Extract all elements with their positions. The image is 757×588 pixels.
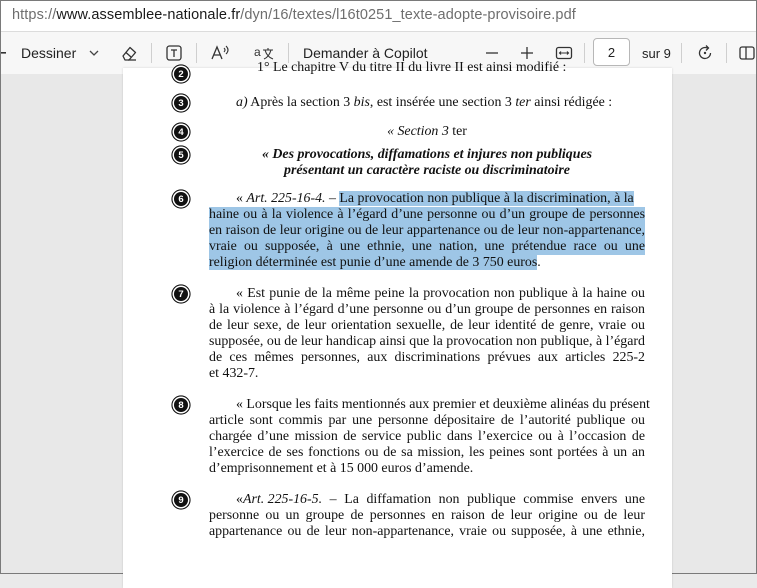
draw-button[interactable] — [21, 32, 76, 74]
highlighted-text[interactable]: La provocation non publique à la discrimination, à la — [339, 191, 634, 206]
paragraph-marker: 3 — [174, 96, 188, 110]
paragraph-9-line — [209, 508, 645, 524]
ask-copilot-label: Demander à Copilot — [303, 45, 428, 61]
svg-text:a: a — [254, 45, 261, 59]
quote-mark: « — [236, 492, 243, 507]
paragraph-marker: 6 — [174, 192, 188, 206]
draw-label: Dessiner — [21, 45, 77, 61]
paragraph-8-line — [209, 413, 645, 429]
section-title — [209, 124, 645, 140]
paragraph-text: de ces mêmes personnes, aux discriminations prévues aux articles 225-2 — [209, 350, 645, 365]
quote-mark: « — [236, 191, 247, 206]
article-1-line — [209, 207, 645, 223]
paragraph-marker: 5 — [174, 148, 188, 162]
toolbar-divider — [584, 43, 585, 63]
paragraph-9-line — [236, 492, 645, 508]
paragraph-marker: 4 — [174, 125, 188, 139]
paragraph-text: l’exercice de ses fonctions ou de sa mission, les peines sont portées à un an — [209, 445, 645, 460]
paragraph-marker: 8 — [174, 398, 188, 412]
paragraph-8-line — [236, 397, 650, 413]
paragraph-7-line — [236, 286, 645, 302]
section-title-italic: « Section 3 — [387, 124, 449, 139]
draw-dropdown-chevron-icon[interactable] — [88, 32, 100, 74]
paragraph-text: article sont commis par une personne dépositaire de l’autorité publique ou — [209, 413, 645, 428]
pdf-viewer[interactable] — [1, 60, 756, 573]
toolbar-divider — [151, 43, 152, 63]
highlighted-text[interactable]: religion déterminée est punie d’une amende de 3 750 euros — [209, 255, 538, 270]
paragraph-text: appartenance ou de leur non-appartenance, vraie ou supposée, à une ethnie, — [209, 524, 645, 539]
article-1-line — [236, 191, 634, 207]
toolbar-divider — [196, 43, 197, 63]
section-heading-line1: « Des provocations, diffamations et injures non publiques — [261, 147, 593, 162]
partial-menu-icon[interactable] — [1, 32, 9, 74]
paragraph-text: supposée, ou de leur handicap ainsi que la provocation non publique, à l’égard — [209, 334, 645, 349]
page-number-input[interactable]: 2 — [593, 38, 630, 66]
paragraph-8-line: d’emprisonnement et à 15 000 euros d’amende. — [209, 461, 474, 476]
paragraph-7-line — [209, 318, 645, 334]
paragraph-text: chargée d’une mission de service public dans l’exercice ou à l’occasion de — [209, 429, 645, 444]
paragraph-marker: 7 — [174, 287, 188, 301]
page-view-icon[interactable] — [738, 32, 756, 74]
paragraph-text: « Lorsque les faits mentionnés aux premier et deuxième alinéas du présent — [236, 397, 650, 412]
page-total-label: sur 9 — [642, 45, 671, 61]
article-ref: Art. 225-16-4. — [246, 191, 326, 206]
intro-text: , est insérée une section 3 — [369, 95, 516, 110]
intro-text: Après la section 3 — [247, 95, 354, 110]
address-bar[interactable] — [1, 1, 756, 32]
article-1-line — [209, 255, 541, 271]
paragraph-text: personne ou un groupe de personnes en raison de leur origine ou de leur — [209, 508, 645, 523]
intro-line — [236, 95, 612, 111]
paragraph-text: « Est punie de la même peine la provocation non publique à la haine ou — [236, 286, 645, 301]
intro-ter: ter — [515, 95, 531, 110]
period: . — [537, 255, 541, 270]
paragraph-text: à la violence à l’égard d’une personne ou d’un groupe de personnes en raison — [209, 302, 645, 317]
highlighted-text[interactable]: vraie ou supposée, à une ethnie, une nation, une prétendue race ou une — [209, 239, 645, 254]
paragraph-marker: 2 — [174, 67, 188, 81]
paragraph-text: – La diffamation non publique commise envers une — [322, 492, 645, 507]
dash: – — [325, 191, 340, 206]
rotate-icon[interactable] — [695, 32, 715, 74]
article-ref: Art. 225-16-5. — [242, 492, 323, 507]
paragraph-7-line — [209, 302, 645, 318]
cutoff-line: 1° Le chapitre V du titre II du livre II est ainsi modifié : — [257, 60, 567, 75]
toolbar-divider — [681, 43, 682, 63]
url-host: www.assemblee-nationale.fr — [56, 7, 241, 23]
intro-bis: bis — [353, 95, 370, 110]
url-text[interactable] — [12, 7, 576, 23]
paragraph-marker: 9 — [174, 493, 188, 507]
paragraph-7-line: et 432-7. — [209, 366, 259, 381]
paragraph-text: de leur sexe, de leur orientation sexuelle, de leur identité de genre, vraie ou — [209, 318, 645, 333]
highlighted-text[interactable]: haine ou à la violence à l’égard d’une personne ou d’un groupe de personnes — [209, 207, 645, 222]
intro-text: ainsi rédigée : — [530, 95, 613, 110]
section-heading-line2: présentant un caractère raciste ou discriminatoire — [284, 163, 570, 178]
paragraph-9-line — [209, 524, 645, 540]
url-scheme: https:// — [12, 7, 57, 23]
article-1-line — [209, 239, 645, 255]
highlighted-text[interactable]: en raison de leur origine ou de leur appartenance ou de leur non-appartenance, — [209, 223, 645, 238]
paragraph-8-line — [209, 429, 645, 445]
article-1-line — [209, 223, 645, 239]
paragraph-7-line — [209, 334, 645, 350]
paragraph-8-line — [209, 445, 645, 461]
toolbar-divider — [726, 43, 727, 63]
section-title-ter: ter — [448, 124, 467, 139]
url-path: /dyn/16/textes/l16t0251_texte-adopte-provisoire.pdf — [240, 7, 576, 23]
intro-letter: a) — [236, 95, 248, 110]
paragraph-7-line — [209, 350, 645, 366]
